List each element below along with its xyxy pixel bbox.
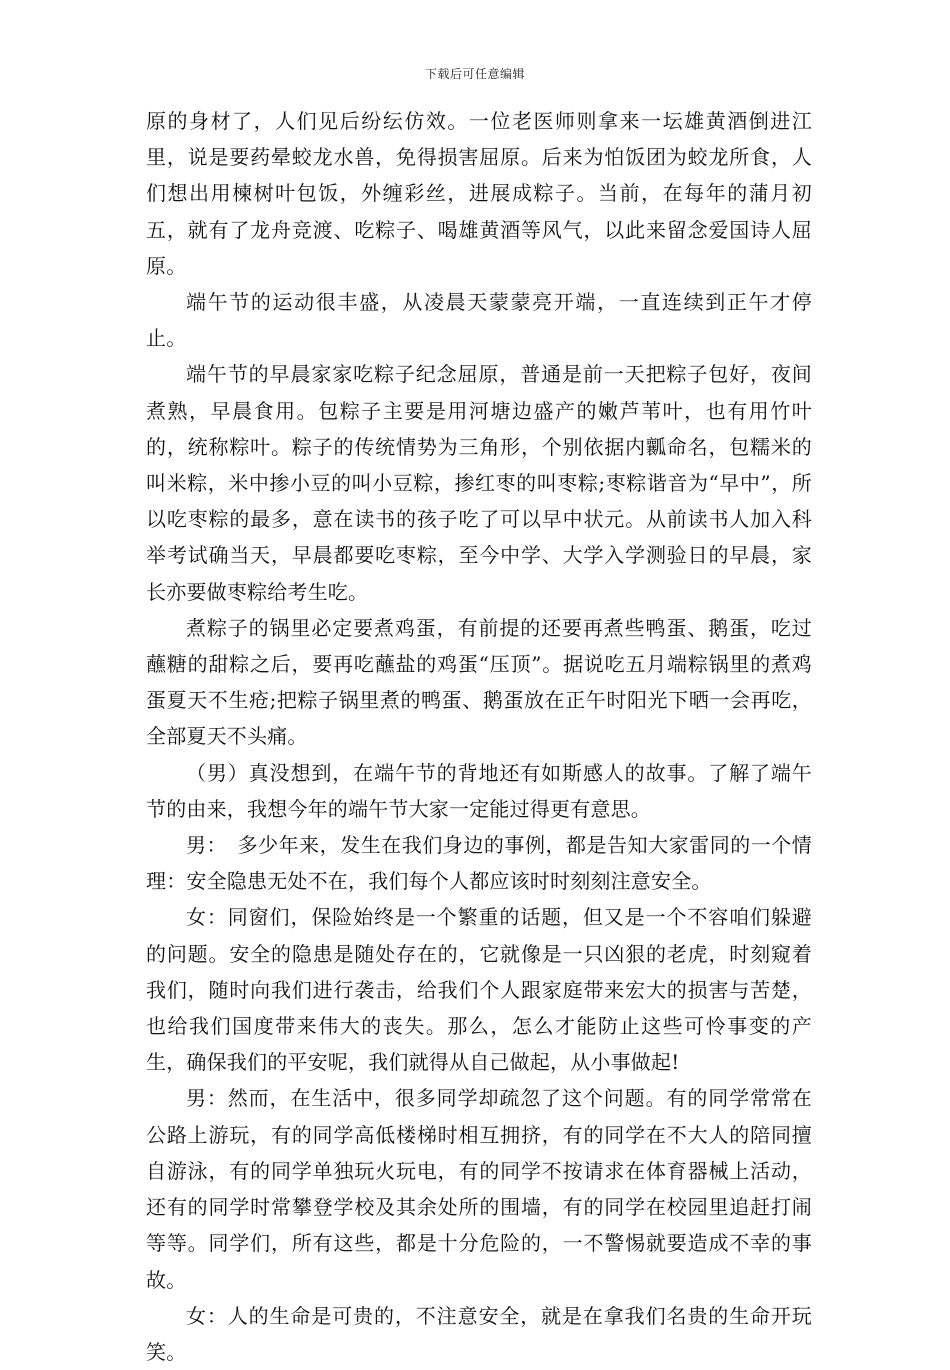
paragraph-9: 女：人的生命是可贵的，不注意安全，就是在拿我们名贵的生命开玩笑。 bbox=[146, 1303, 812, 1364]
body-text bbox=[146, 103, 812, 1370]
paragraph-7: 女：同窗们，保险始终是一个繁重的话题，但又是一个不容咱们躲避的问题。安全的隐患是随处存在的，它就像是一只凶狠的老虎，时刻窥着我们，随时向我们进行袭击，给我们个人跟家庭带来宏大的损害与苦楚，也给我们国度带来伟大的丧失。那么，怎么才能防止这些可怜事变的产生，确保我们的平安呢，我们就得从自己做起，从小事做起! bbox=[146, 905, 812, 1075]
paragraph-2: 端午节的运动很丰盛，从凌晨天蒙蒙亮开端，一直连续到正午才停止。 bbox=[146, 290, 812, 351]
paragraph-3: 端午节的早晨家家吃粽子纪念屈原，普通是前一天把粽子包好，夜间煮熟，早晨食用。包粽子主要是用河塘边盛产的嫩芦苇叶，也有用竹叶的，统称粽叶。粽子的传统情势为三角形，个别依据内瓤命名，包糯米的叫米粽，米中掺小豆的叫小豆粽，掺红枣的叫枣粽;枣粽谐音为“早中”，所以吃枣粽的最多，意在读书的孩子吃了可以早中状元。从前读书人加入科举考试确当天，早晨都要吃枣粽，至今中学、大学入学测验日的早晨，家长亦要做枣粽给考生吃。 bbox=[146, 362, 812, 604]
paragraph-1: 原的身材了，人们见后纷纭仿效。一位老医师则拿来一坛雄黄酒倒进江里，说是要药晕蛟龙水兽，免得损害屈原。后来为怕饭团为蛟龙所食，人们想出用楝树叶包饭，外缠彩丝，进展成粽子。当前，在每年的蒲月初五，就有了龙舟竞渡、吃粽子、喝雄黄酒等风气，以此来留念爱国诗人屈原。 bbox=[146, 109, 812, 278]
paragraph-6: 男： 多少年来，发生在我们身边的事例，都是告知大家雷同的一个情理：安全隐患无处不在，我们每个人都应该时时刻刻注意安全。 bbox=[146, 833, 812, 894]
paragraph-8: 男：然而，在生活中，很多同学却疏忽了这个问题。有的同学常常在公路上游玩，有的同学高低楼梯时相互拥挤，有的同学在不大人的陪同擅自游泳，有的同学单独玩火玩电，有的同学不按请求在体育器械上活动，还有的同学时常攀登学校及其余处所的围墙，有的同学在校园里追赶打闹等等。同学们，所有这些，都是十分危险的，一不警惕就要造成不幸的事故。 bbox=[146, 1086, 812, 1292]
paragraph-4: 煮粽子的锅里必定要煮鸡蛋，有前提的还要再煮些鸭蛋、鹅蛋，吃过蘸糖的甜粽之后，要再吃蘸盐的鸡蛋“压顶”。据说吃五月端粽锅里的煮鸡蛋夏天不生疮;把粽子锅里煮的鸭蛋、鹅蛋放在正午时阳光下晒一会再吃，全部夏天不头痛。 bbox=[146, 615, 812, 749]
page-header: 下载后可任意编辑 bbox=[424, 67, 525, 81]
paragraph-5: （男）真没想到，在端午节的背地还有如斯感人的故事。了解了端午节的由来，我想今年的端午节大家一定能过得更有意思。 bbox=[146, 760, 812, 821]
